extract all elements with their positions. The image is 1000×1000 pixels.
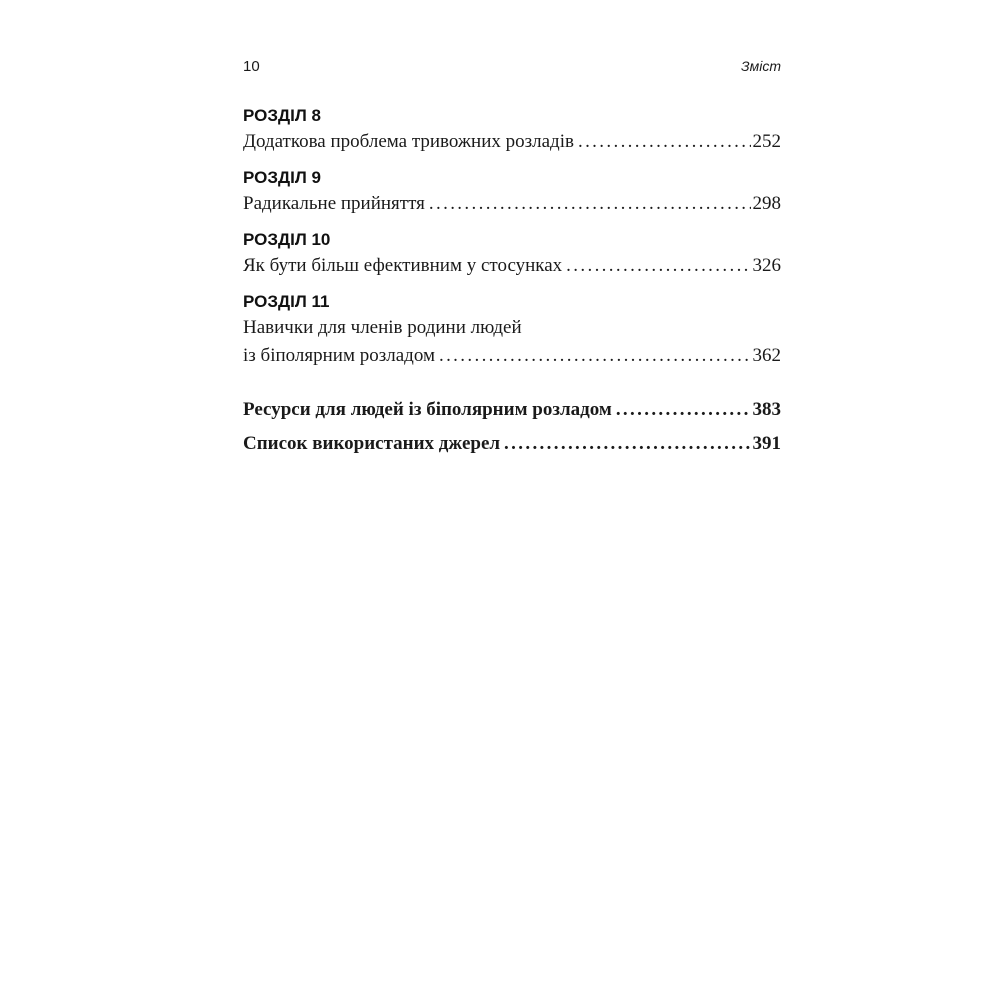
entry-title-line-1[interactable]: Навички для членів родини людей (243, 317, 522, 338)
entry-title: Список використаних джерел (243, 433, 501, 454)
entry-title: Ресурси для людей із біполярним розладом (243, 399, 612, 420)
chapter-label: РОЗДІЛ 10 (243, 230, 331, 249)
entry-page-number: 298 (752, 193, 781, 214)
chapter-label: РОЗДІЛ 8 (243, 106, 321, 125)
dot-leader (566, 252, 750, 280)
toc-chapter-10 (243, 228, 781, 280)
dot-leader (439, 342, 751, 370)
entry-page-number: 252 (752, 131, 781, 152)
entry-page-number: 326 (752, 255, 781, 276)
section-spacer (243, 380, 781, 396)
toc-entry[interactable] (243, 252, 781, 280)
entry-title: Як бути більш ефективним у стосунках (243, 255, 563, 276)
section-title: Зміст (741, 58, 781, 74)
dot-leader (616, 396, 751, 424)
toc-entry[interactable] (243, 342, 781, 370)
entry-page-number: 383 (752, 399, 781, 420)
page-number: 10 (243, 57, 260, 75)
entry-title: Радикальне прийняття (243, 193, 425, 214)
chapter-label: РОЗДІЛ 11 (243, 292, 330, 311)
toc-entry-references[interactable] (243, 430, 781, 458)
toc-entry-resources[interactable] (243, 396, 781, 424)
running-head (243, 55, 781, 77)
entry-title: Додаткова проблема тривожних розладів (243, 131, 574, 152)
chapter-label: РОЗДІЛ 9 (243, 168, 321, 187)
entry-page-number: 391 (752, 433, 781, 454)
toc-chapter-9 (243, 166, 781, 218)
toc-chapter-8 (243, 104, 781, 156)
toc-chapter-11 (243, 290, 781, 370)
toc-entry[interactable] (243, 190, 781, 218)
table-of-contents (243, 104, 781, 458)
dot-leader (429, 190, 751, 218)
toc-entry[interactable] (243, 128, 781, 156)
entry-title-line-2: із біполярним розладом (243, 345, 435, 366)
dot-leader (578, 128, 751, 156)
dot-leader (504, 430, 750, 458)
entry-page-number: 362 (752, 345, 781, 366)
